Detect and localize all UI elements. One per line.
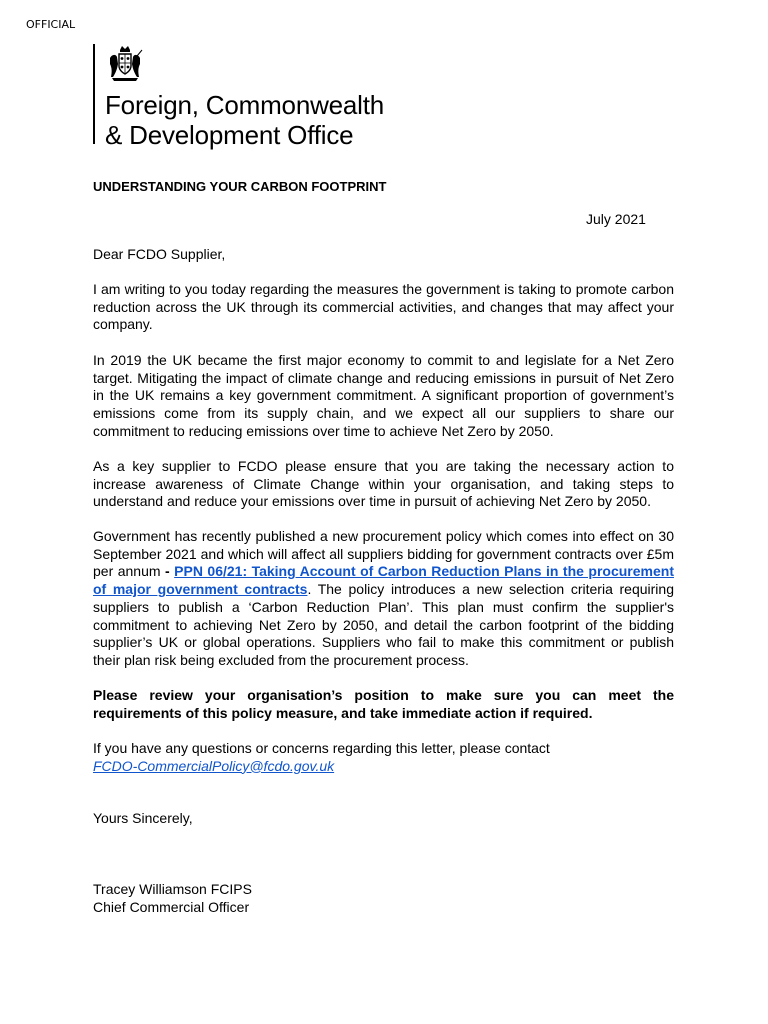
ppn-policy-link[interactable]: PPN 06/21: Taking Account of Carbon Reduction Plans in the procurement of major government contracts xyxy=(93,563,674,598)
closing-text: Yours Sincerely, xyxy=(93,810,193,826)
signatory-title: Chief Commercial Officer xyxy=(93,898,250,915)
paragraph-3-text: As a key supplier to FCDO please ensure that you are taking the necessary action to increase awareness of Climate Change within your organisation, and taking steps to understand and reduce your emissions over time in pursuit of achieving Net Zero by 2050. xyxy=(93,458,674,510)
closing xyxy=(93,810,674,828)
paragraph-3 xyxy=(93,458,674,511)
paragraph-5-text: Please review your organisation’s position to make sure you can meet the requirements of this policy measure, and take immediate action if required. xyxy=(93,687,674,721)
salutation-text: Dear FCDO Supplier, xyxy=(93,246,226,262)
paragraph-4-rest: . The policy introduces a new selection criteria requiring suppliers to publish a ‘Carbon Reduction Plan’. This plan must confirm the supplier's commitment to achieving Net Zero by 2050, and detail the carbon footprint of the bidding supplier’s UK or global operations. Suppliers who fail to make this commitment or publish their plan risk being excluded from the procurement process. xyxy=(93,581,674,668)
paragraph-1-text: I am writing to you today regarding the measures the government is taking to promote carbon reduction across the UK through its commercial activities, and changes that may affect your company. xyxy=(93,281,674,333)
signatory-name: Tracey Williamson FCIPS xyxy=(93,881,252,897)
letter-title: UNDERSTANDING YOUR CARBON FOOTPRINT xyxy=(93,179,387,194)
paragraph-2 xyxy=(93,352,674,441)
paragraph-4-text xyxy=(93,528,674,670)
paragraph-6-text: If you have any questions or concerns regarding this letter, please contact xyxy=(93,740,550,756)
paragraph-1 xyxy=(93,281,674,334)
contact-email-link[interactable]: FCDO-CommercialPolicy@fcdo.gov.uk xyxy=(93,757,335,774)
letter-date: July 2021 xyxy=(586,211,646,227)
security-marking: OFFICIAL xyxy=(26,18,76,31)
paragraph-4-dash: - xyxy=(165,563,175,580)
paragraph-5 xyxy=(93,687,674,722)
paragraph-2-text: In 2019 the UK became the first major economy to commit to and legislate for a Net Zero target. Mitigating the impact of climate change and reducing emissions in pursuit of Net Zero in the UK remains a key government commitment. A significant proportion of government’s emissions come from its supply chain, and we expect all our suppliers to share our commitment to reducing emissions over time to achieve Net Zero by 2050. xyxy=(93,352,674,439)
logo-divider xyxy=(93,44,95,144)
signature-block xyxy=(93,881,674,916)
organisation-name xyxy=(105,90,384,150)
org-name-line-2: & Development Office xyxy=(105,120,354,150)
org-name-line-1: Foreign, Commonwealth xyxy=(105,90,385,120)
paragraph-4 xyxy=(93,528,674,670)
paragraph-6 xyxy=(93,740,674,775)
royal-coat-of-arms-icon xyxy=(107,44,143,82)
salutation xyxy=(93,246,674,264)
paragraph-4-intro: Government has recently published a new procurement policy which comes into effect on 30 September 2021 and which will affect all suppliers bidding for government contracts over £5m per annum xyxy=(93,528,674,580)
